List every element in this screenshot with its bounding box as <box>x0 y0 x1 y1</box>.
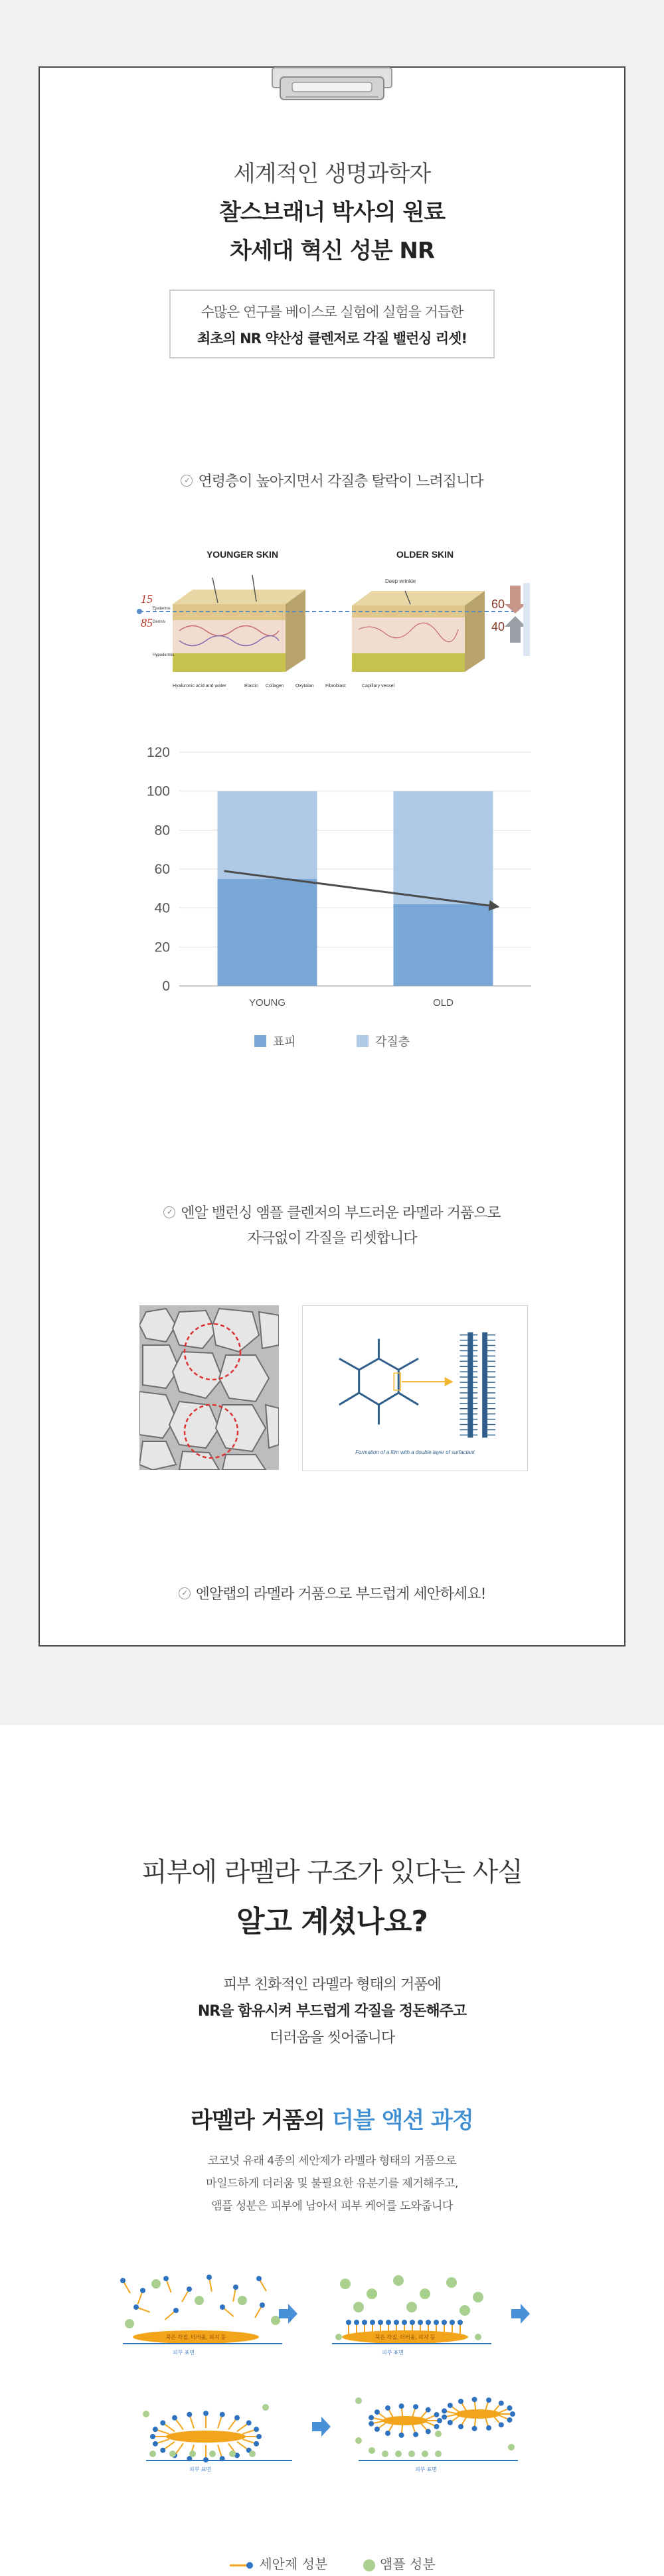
check-text-2b: 자극없이 각질을 리셋합니다 <box>247 1230 417 1247</box>
label-dermis: Dermis <box>153 620 165 624</box>
surfactant-head <box>486 2397 491 2403</box>
heading-line3: 차세대 혁신 성분 NR <box>229 238 435 264</box>
surfactant-head <box>426 2429 431 2434</box>
surfactant-head <box>442 2320 447 2325</box>
clipboard-clip-icon <box>266 65 398 105</box>
dirt-label: 묵은 각질, 더러움, 피지 등 <box>374 2334 436 2340</box>
y-tick-label: 0 <box>162 979 170 994</box>
ampoule-particle <box>369 2447 375 2454</box>
ampoule-particle <box>355 2437 362 2444</box>
surfactant-head <box>260 2302 265 2308</box>
ampoule-particle <box>169 2451 176 2457</box>
legend-label-epidermis: 표피 <box>272 1035 296 1049</box>
double-action-body-line1: 코코넛 유래 4종의 세안제가 라멜라 형태의 거품으로 <box>207 2154 457 2168</box>
summary-box <box>169 289 495 359</box>
surfactant-head <box>448 2420 453 2425</box>
surfactant-head <box>153 2441 158 2447</box>
y-tick-label: 80 <box>154 823 170 839</box>
bar-old-series1 <box>394 791 493 904</box>
surfactant-head <box>160 2448 165 2453</box>
process-step-1 <box>110 2271 295 2357</box>
summary-line2: 최초의 NR 약산성 클렌저로 각질 밸런싱 리셋! <box>197 331 467 347</box>
ampoule-particle <box>238 2296 247 2305</box>
surfactant-head <box>458 2399 463 2404</box>
ampoule-particle <box>125 2319 134 2328</box>
ampoule-particle <box>446 2277 457 2288</box>
ampoule-particle <box>473 2292 483 2302</box>
surfactant-head <box>172 2415 177 2421</box>
legend-swatch-epidermis <box>254 1035 266 1047</box>
process-step-4 <box>345 2387 531 2474</box>
arrow-right-icon <box>279 2304 297 2324</box>
check-icon: ✓ <box>179 1587 191 1599</box>
ampoule-particle <box>189 2451 196 2457</box>
label-fibroblast: Fibroblast <box>325 684 346 688</box>
y-tick-label: 60 <box>154 862 170 877</box>
surfactant-head <box>434 2320 439 2325</box>
ampoule-particle <box>149 2451 156 2457</box>
ampoule-particle <box>395 2451 402 2457</box>
ampoule-particle <box>209 2451 216 2457</box>
surfactant-head <box>426 2407 431 2413</box>
surfactant-head <box>434 2412 440 2417</box>
arrow-right-icon <box>511 2304 530 2324</box>
skin-surface-label: 피부 표면 <box>415 2466 438 2472</box>
surfactant-head <box>163 2276 169 2281</box>
surfactant-head <box>402 2320 407 2325</box>
surfactant-head <box>133 2304 139 2310</box>
surfactant-head <box>207 2275 212 2280</box>
ampoule-particle <box>249 2451 256 2457</box>
ampoule-particle <box>475 2334 481 2340</box>
ampoule-particle <box>353 2302 364 2312</box>
left-num-top: 15 <box>141 592 153 605</box>
label-oxytalan: Oxytalan <box>295 684 314 688</box>
legend-ampoule: 앰플 성분 <box>380 2556 436 2572</box>
surfactant-head <box>187 2412 192 2417</box>
surfactant-head <box>140 2288 145 2293</box>
surfactant-head <box>369 2421 374 2427</box>
arrow-down-icon <box>505 586 526 613</box>
skin-surface-label: 피부 표면 <box>173 2350 195 2356</box>
check-icon: ✓ <box>181 475 193 487</box>
surfactant-head <box>442 2415 447 2420</box>
double-layer-diagram <box>302 1305 528 1471</box>
arrow-up-icon <box>505 616 526 643</box>
arrow-right-icon <box>394 1373 453 1390</box>
process-step-2 <box>319 2271 505 2357</box>
heading-line2: 찰스브래너 박사의 원료 <box>218 199 446 226</box>
ampoule-icon <box>363 2559 376 2572</box>
surfactant-head <box>450 2320 455 2325</box>
surfactant-head <box>385 2431 390 2436</box>
label-capillary: Capillary vessel <box>362 684 395 688</box>
ampoule-particle <box>262 2404 269 2411</box>
surfactant-head <box>458 2424 463 2429</box>
ampoule-particle <box>408 2451 415 2457</box>
surfactant-head <box>472 2397 477 2402</box>
surfactant-head <box>150 2434 155 2439</box>
skin-surface-label: 피부 표면 <box>189 2466 212 2472</box>
legend-label-stratum: 각질층 <box>375 1035 410 1049</box>
legend-surfactant: 세안제 성분 <box>259 2556 328 2572</box>
arrow-right-icon <box>312 2417 331 2437</box>
ampoule-particle <box>143 2411 149 2417</box>
double-action-title-prefix: 라멜라 거품의 <box>191 2107 332 2134</box>
summary-line1: 수많은 연구를 베이스로 실험에 실험을 거듭한 <box>201 304 463 320</box>
ampoule-particle <box>406 2302 417 2312</box>
right-num-bottom: 40 <box>491 620 505 633</box>
ampoule-particle <box>355 2397 362 2404</box>
surfactant-head <box>160 2420 165 2425</box>
younger-skin-title: YOUNGER SKIN <box>206 549 279 560</box>
surfactant-head <box>418 2320 423 2325</box>
process-legend <box>0 2553 664 2573</box>
surfactant-head <box>507 2417 513 2423</box>
y-tick-label: 40 <box>154 900 170 916</box>
deep-wrinkle-label: Deep wrinkle <box>385 578 416 584</box>
surfactant-head <box>399 2403 404 2409</box>
surfactant-head <box>394 2320 399 2325</box>
surfactant-head <box>256 2276 262 2281</box>
check-row-2 <box>0 1202 664 1222</box>
surfactant-head <box>457 2320 463 2325</box>
ampoule-particle <box>422 2451 428 2457</box>
left-num-bottom: 85 <box>141 616 153 629</box>
label-elastin: Elastin <box>244 684 259 688</box>
ampoule-particle <box>435 2451 442 2457</box>
ampoule-particle <box>335 2334 342 2340</box>
surfactant-head <box>254 2427 259 2432</box>
surfactant-head <box>385 2405 390 2411</box>
y-tick-label: 20 <box>154 939 170 955</box>
ampoule-particle <box>229 2451 236 2457</box>
skin-aging-diagram <box>133 544 531 704</box>
x-tick-label: OLD <box>433 997 454 1008</box>
lamellar-body-line1: 피부 친화적인 라멜라 형태의 거품에 <box>223 1976 441 1993</box>
right-num-top: 60 <box>491 598 505 611</box>
surfactant-head <box>472 2426 477 2431</box>
surfactant-head <box>448 2403 453 2408</box>
surfactant-head <box>246 2420 252 2425</box>
label-hyaluronic: Hyaluronic acid and water <box>173 684 226 688</box>
trend-arrowhead <box>489 900 500 911</box>
ampoule-particle <box>508 2444 515 2451</box>
check-text-2a: 엔알 밸런싱 앰플 클렌저의 부드러운 라멜라 거품으로 <box>181 1205 501 1222</box>
ampoule-particle <box>340 2279 351 2289</box>
double-action-body-line3: 앰플 성분은 피부에 남아서 피부 케어를 도와줍니다 <box>211 2200 453 2213</box>
surfactant-head <box>499 2401 504 2406</box>
surfactant-head <box>507 2405 513 2411</box>
surfactant-head <box>120 2278 125 2283</box>
check-text-1: 연령층이 높아지면서 각질층 탈락이 느려집니다 <box>198 473 483 490</box>
label-collagen: Collagen <box>266 684 284 688</box>
ampoule-particle <box>435 2431 442 2437</box>
surfactant-head <box>434 2424 440 2429</box>
surfactant-head <box>254 2441 259 2447</box>
surfactant-head <box>413 2404 418 2409</box>
bar-old-series0 <box>394 904 493 986</box>
label-hypodermis: Hypodermis <box>153 653 175 657</box>
surfactant-head <box>413 2432 418 2437</box>
y-tick-label: 120 <box>146 745 170 760</box>
ampoule-particle <box>367 2289 377 2299</box>
double-action-title <box>0 2102 664 2134</box>
lamellar-title-line1: 피부에 라멜라 구조가 있다는 사실 <box>141 1857 523 1888</box>
surfactant-head <box>410 2320 415 2325</box>
bar-young-series0 <box>218 879 317 986</box>
surfactant-head <box>153 2427 158 2432</box>
surfactant-head <box>486 2425 491 2431</box>
lamellar-foam-photo <box>139 1305 279 1470</box>
surfactant-head <box>369 2415 374 2420</box>
surfactant-head <box>426 2320 431 2325</box>
surfactant-head <box>187 2287 192 2292</box>
chart-legend <box>0 1032 664 1050</box>
ampoule-particle <box>459 2305 470 2316</box>
ampoule-particle <box>393 2275 404 2286</box>
surfactant-head <box>220 2304 225 2310</box>
surfactant-head <box>510 2411 515 2417</box>
process-step-3 <box>133 2387 319 2474</box>
surfactant-head <box>203 2411 208 2416</box>
surfactant-head <box>256 2434 262 2439</box>
ampoule-particle <box>382 2451 388 2457</box>
surfactant-head <box>399 2433 404 2438</box>
label-epidermis: Epidermis <box>153 607 171 611</box>
surfactant-head <box>220 2412 225 2417</box>
older-skin-block <box>352 591 485 672</box>
lamellar-title-line2: 알고 계셨나요? <box>236 1905 428 1939</box>
surfactant-head <box>346 2320 351 2325</box>
dirt-label: 묵은 각질, 더러움, 피지 등 <box>165 2334 226 2340</box>
surfactant-head <box>233 2285 238 2290</box>
check-row-3 <box>0 1583 664 1603</box>
double-action-body-line2: 마일드하게 더러움 및 불필요한 유분기를 제거해주고, <box>206 2177 458 2190</box>
surfactant-head <box>374 2427 380 2432</box>
older-skin-title: OLDER SKIN <box>396 549 454 560</box>
lamellar-body-line3: 더러움을 씻어줍니다 <box>269 2030 395 2046</box>
lamellar-body-line2: NR을 함유시켜 부드럽게 각질을 정돈해주고 <box>197 2003 467 2020</box>
skin-layer-chart <box>133 740 544 1046</box>
legend-swatch-stratum <box>357 1035 369 1047</box>
surfactant-icon <box>228 2561 255 2570</box>
skin-surface-label: 피부 표면 <box>382 2350 404 2356</box>
check-icon: ✓ <box>163 1206 175 1218</box>
ampoule-particle <box>195 2296 204 2305</box>
check-text-3: 엔알랩의 라멜라 거품으로 부드럽게 세안하세요! <box>195 1586 486 1603</box>
surfactant-head <box>354 2320 359 2325</box>
surfactant-head <box>437 2418 442 2423</box>
surfactant-head <box>173 2308 179 2313</box>
surfactant-head <box>378 2320 383 2325</box>
surfactant-head <box>442 2408 447 2413</box>
surfactant-head <box>370 2320 375 2325</box>
surfactant-head <box>362 2320 367 2325</box>
double-action-title-highlight: 더블 액션 과정 <box>332 2107 473 2134</box>
bar-young-series1 <box>218 791 317 879</box>
ampoule-particle <box>151 2279 161 2289</box>
y-tick-label: 100 <box>146 783 170 799</box>
ampoule-particle <box>420 2289 430 2299</box>
surfactant-head <box>234 2415 240 2421</box>
heading-line1: 세계적인 생명과학자 <box>233 161 431 187</box>
x-tick-label: YOUNG <box>248 997 286 1008</box>
surfactant-head <box>499 2422 504 2427</box>
surfactant-head <box>374 2409 380 2415</box>
younger-skin-block <box>173 575 305 672</box>
film-caption: Formation of a film with a double layer of surfactant <box>355 1449 475 1456</box>
surfactant-head <box>386 2320 391 2325</box>
check-row-1 <box>0 470 664 491</box>
